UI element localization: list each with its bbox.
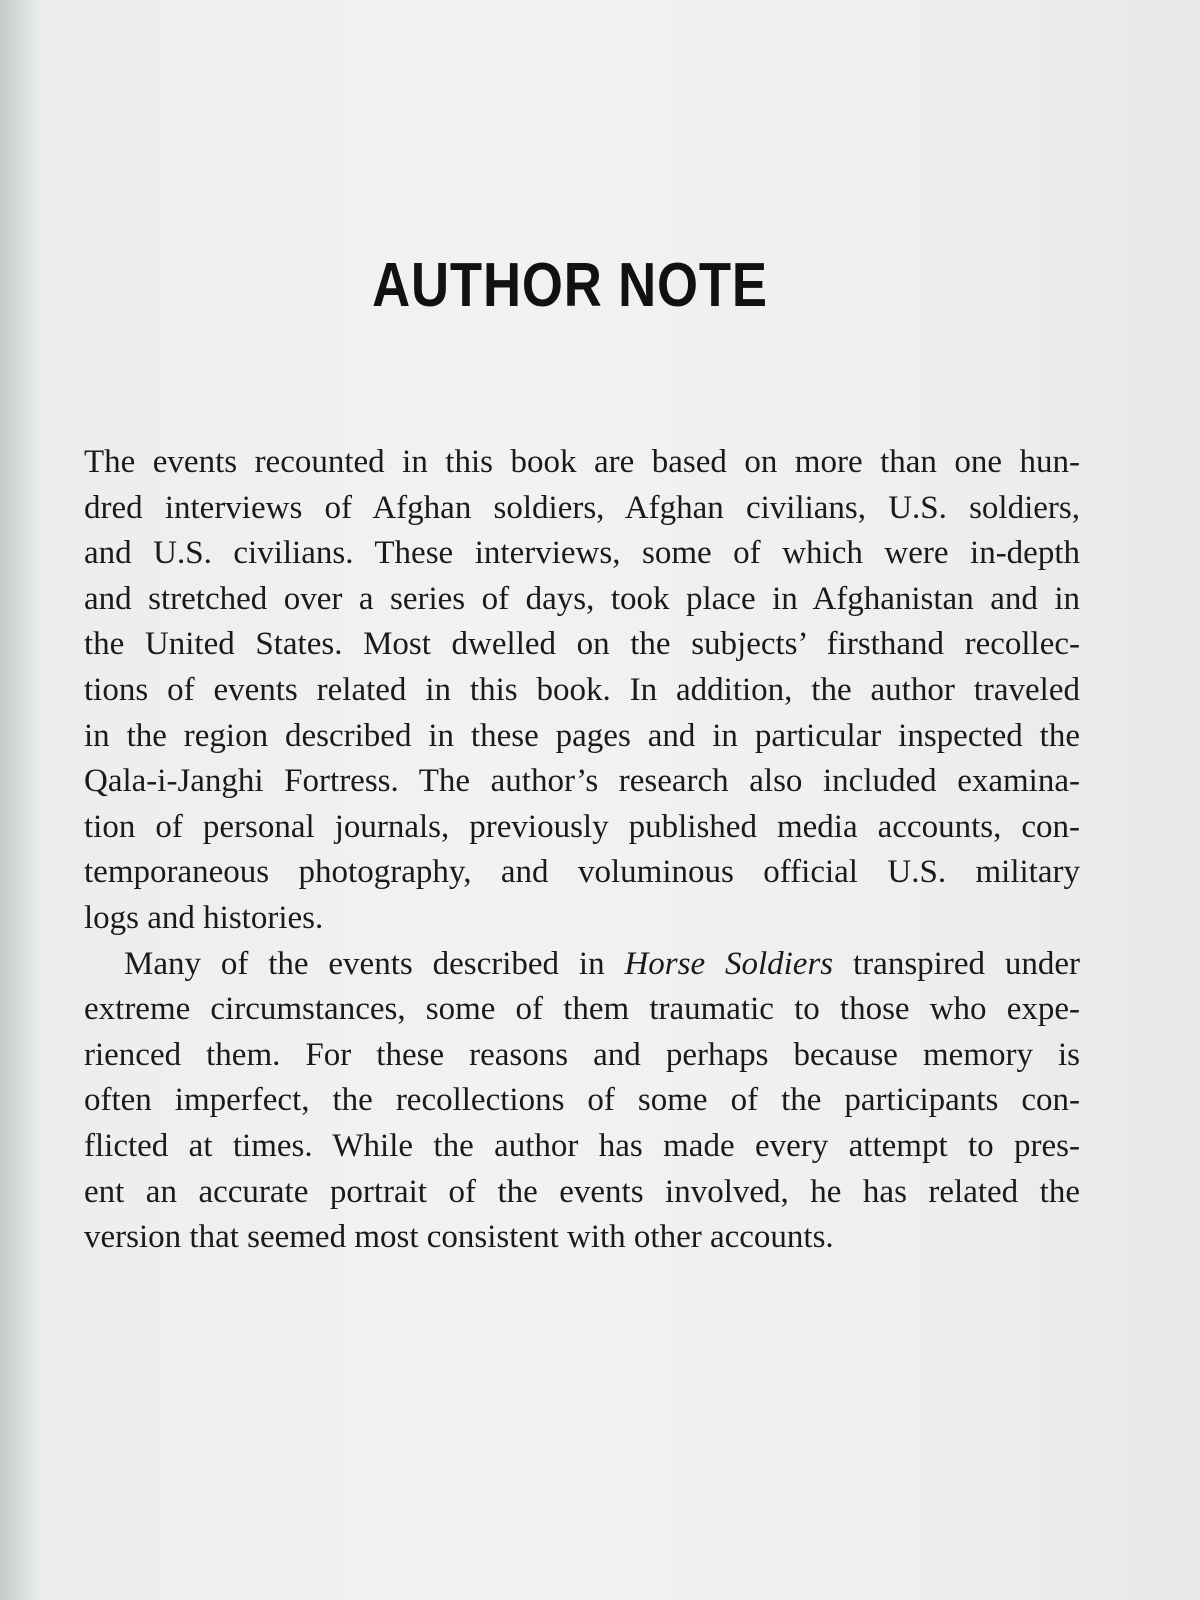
text-segment: transpired under bbox=[833, 945, 1080, 982]
text-segment: Many of the events described in bbox=[124, 945, 625, 982]
paragraph-1 bbox=[84, 440, 1080, 942]
text-line: in the region described in these pages and in particular inspected the bbox=[84, 717, 1080, 754]
text-line: temporaneous photography, and voluminous official U.S. military bbox=[84, 854, 1080, 891]
text-line: Qala-i-Janghi Fortress. The author’s research also included examina- bbox=[84, 763, 1080, 800]
text-line: and U.S. civilians. These interviews, some of which were in-depth bbox=[84, 535, 1080, 572]
text-line: ent an accurate portrait of the events involved, he has related the bbox=[84, 1173, 1080, 1210]
text-line: logs and histories. bbox=[84, 899, 324, 936]
text-line: tion of personal journals, previously published media accounts, con- bbox=[84, 808, 1080, 845]
paragraph-2 bbox=[84, 942, 1080, 1261]
text-line: dred interviews of Afghan soldiers, Afghan civilians, U.S. soldiers, bbox=[84, 489, 1080, 526]
text-line: extreme circumstances, some of them traumatic to those who expe- bbox=[84, 991, 1080, 1028]
text-line: version that seemed most consistent with other accounts. bbox=[84, 1219, 834, 1256]
text-line bbox=[84, 942, 1080, 988]
text-line: flicted at times. While the author has made every attempt to pres- bbox=[84, 1127, 1080, 1164]
text-line: often imperfect, the recollections of some of the participants con- bbox=[84, 1082, 1080, 1119]
text-line: The events recounted in this book are based on more than one hun- bbox=[84, 444, 1080, 480]
text-line: and stretched over a series of days, took place in Afghanistan and in bbox=[84, 580, 1080, 617]
text-line: rienced them. For these reasons and perhaps because memory is bbox=[84, 1036, 1080, 1073]
author-note-body bbox=[84, 440, 1080, 1261]
text-line: the United States. Most dwelled on the subjects’ firsthand recollec- bbox=[84, 626, 1080, 663]
page-title: AUTHOR NOTE bbox=[372, 251, 768, 320]
text-line: tions of events related in this book. In addition, the author traveled bbox=[84, 671, 1080, 708]
book-title-italic: Horse Soldiers bbox=[624, 945, 834, 982]
page-gutter-shadow bbox=[0, 0, 40, 1600]
